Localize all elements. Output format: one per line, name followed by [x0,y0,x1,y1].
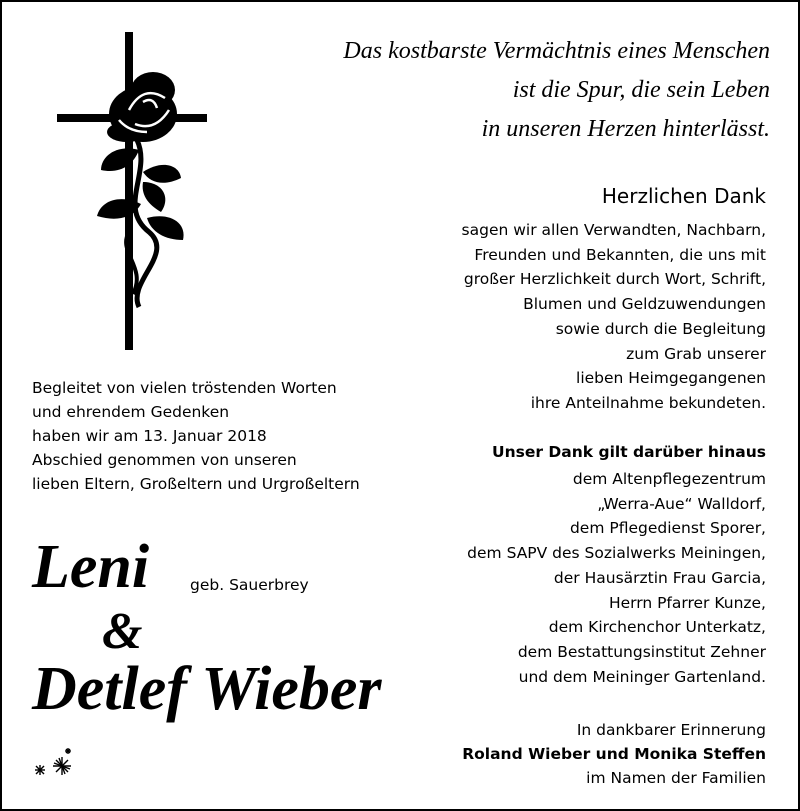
intro-text [32,376,360,496]
extra-thanks-line: der Hausärztin Frau Garcia, [553,568,766,587]
thanks-line: Blumen und Geldzuwendungen [523,295,766,314]
intro-line: Begleitet von vielen tröstenden Worten [32,379,337,397]
extra-thanks-line: dem Kirchenchor Unterkatz, [548,618,766,637]
quote-line: ist die Spur, die sein Leben [512,77,770,103]
signature-family: im Namen der Familien [586,769,766,787]
intro-line: Abschied genommen von unseren [32,451,297,469]
thanks-heading: Herzlichen Dank [601,184,766,208]
thanks-line: sowie durch die Begleitung [555,319,766,338]
thanks-line: Freunden und Bekannten, die uns mit [474,245,766,264]
extra-thanks-list [346,467,766,689]
thanks-line: großer Herzlichkeit durch Wort, Schrift, [463,270,766,289]
extra-thanks-line: Herrn Pfarrer Kunze, [608,593,766,612]
deceased-first-name: Leni [32,533,150,601]
intro-line: lieben Eltern, Großeltern und Urgroßeltern [32,475,360,493]
extra-thanks-heading: Unser Dank gilt darüber hinaus [492,443,766,461]
extra-thanks-line: dem Altenpflegezentrum [572,470,766,488]
extra-thanks-line: dem SAPV des Sozialwerks Meiningen, [467,544,766,563]
intro-line: und ehrendem Gedenken [32,403,230,421]
signature-intro: In dankbarer Erinnerung [576,721,766,739]
signature-names: Roland Wieber und Monika Steffen [462,745,766,763]
dandelion-seeds-icon [30,746,80,782]
extra-thanks-line: dem Pflegedienst Sporer, [569,519,766,538]
memorial-quote [170,32,770,149]
quote-line: in unseren Herzen hinterlässt. [481,116,770,142]
thanks-text [346,218,766,416]
extra-thanks-line: dem Bestattungsinstitut Zehner [517,642,766,661]
thanks-line: ihre Anteilnahme bekundeten. [530,393,766,412]
thanks-line: zum Grab unserer [626,344,766,363]
thanks-line: lieben Heimgegangenen [576,369,766,388]
thanks-line: sagen wir allen Verwandten, Nachbarn, [461,221,766,239]
quote-line: Das kostbarste Vermächtnis eines Menschen [343,38,770,64]
maiden-name: geb. Sauerbrey [190,576,309,594]
signature-block [346,718,766,790]
ampersand: & [102,603,143,660]
extra-thanks-line: und dem Meininger Gartenland. [518,667,766,686]
intro-line: haben wir am 13. Januar 2018 [32,427,267,445]
deceased-second-name: Detlef Wieber [32,655,382,723]
extra-thanks-line: „Werra-Aue“ Walldorf, [597,494,766,513]
